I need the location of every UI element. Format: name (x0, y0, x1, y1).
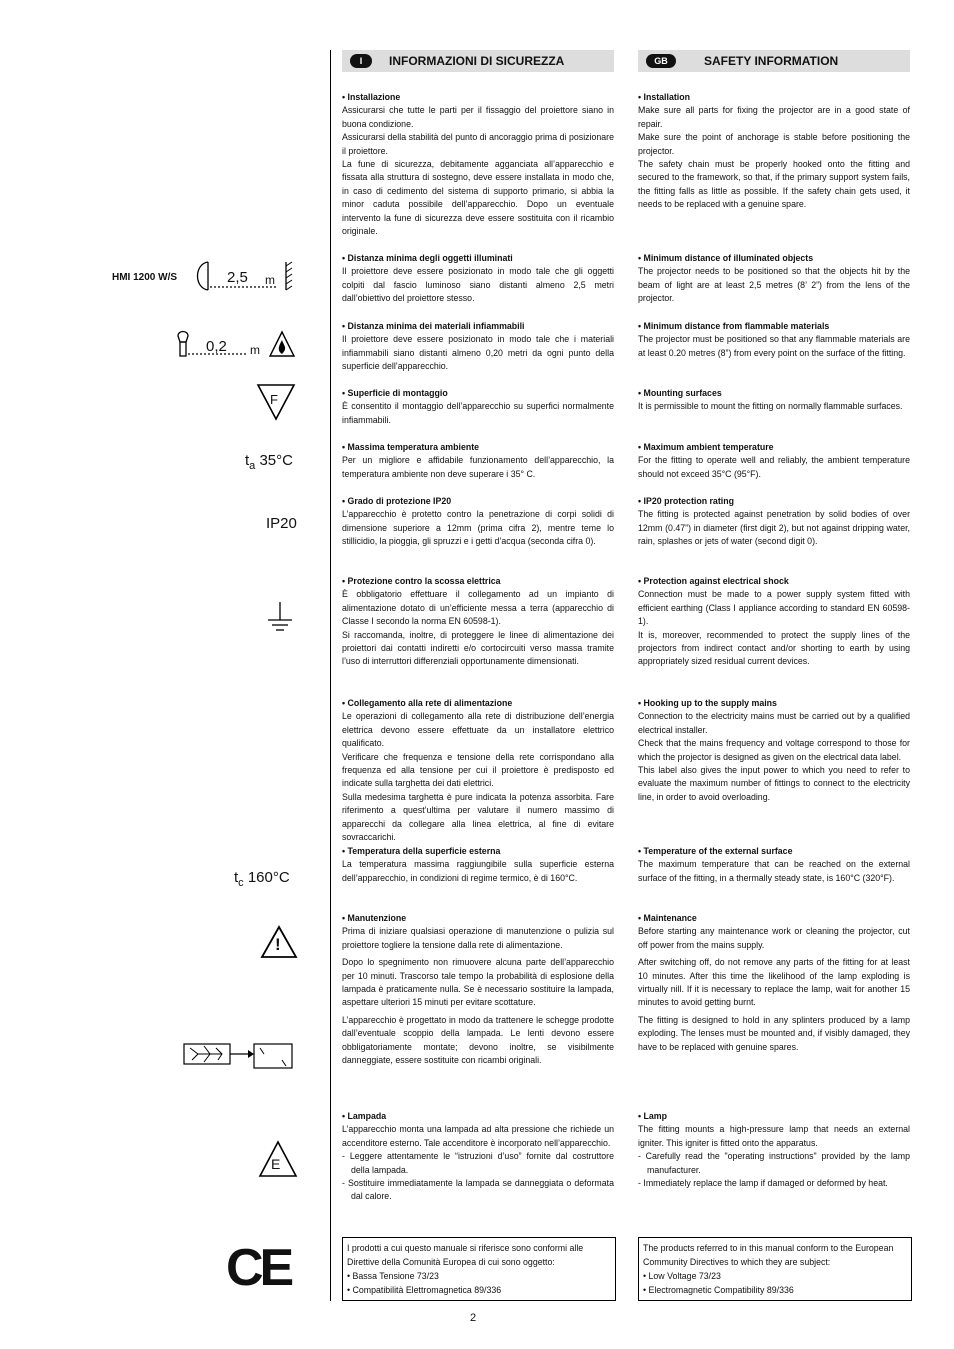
section-title: • Distanza minima dei materiali infiammabili (342, 321, 525, 331)
list-item: - Carefully read the "operating instructions" provided by the lamp manufacturer. (638, 1151, 910, 1175)
section-paragraph: È obbligatorio effettuare il collegamento ad un impianto di alimentazione dotato di un’efficiente messa a terra (apparecchio di Classe I secondo la norma EN 60598-1). (342, 589, 614, 627)
hmi-lamp-label: HMI 1200 W/S (112, 272, 178, 283)
section-paragraph: The projector must be positioned so that any flammable materials are at least 0.20 metres (8”) from every point on the surface of the fitting. (638, 334, 910, 358)
section-title: • Massima temperatura ambiente (342, 442, 480, 452)
english-language-badge: GB (646, 54, 676, 68)
ambient-temperature-symbol (245, 452, 293, 472)
section-it-6 (342, 575, 614, 669)
conformity-intro: I prodotti a cui questo manuale si riferisce sono conformi alle Direttive della Comunità Europea di cui sono oggetto: (347, 1243, 584, 1267)
ce-mark: CE (226, 1239, 291, 1297)
f-mark-letter: F (270, 392, 278, 407)
conformity-directive: • Compatibilità Elettromagnetica 89/336 (347, 1285, 502, 1295)
section-paragraph: Sulla medesima targhetta è pure indicata la potenza assorbita. Fare riferimento a quest’ultima per valutare il numero massimo di apparecchi da collegare alla linea elettrica, al fine di evitare sovraccarichi. (342, 791, 614, 843)
conformity-box (342, 1237, 616, 1301)
section-paragraph: Prima di iniziare qualsiasi operazione di manutenzione o pulizia sul proiettore togliere la tensione dalla rete di alimentazione. (342, 926, 614, 950)
english-header-title: SAFETY INFORMATION (704, 54, 839, 68)
list-item: - Sostituire immediatamente la lampada se danneggiata o deformata dal calore. (342, 1178, 614, 1202)
surface-temperature-symbol (234, 869, 290, 889)
tc-value: 160°C (247, 869, 290, 886)
section-title: • Manutenzione (342, 913, 407, 923)
e-mark-letter: E (271, 1156, 281, 1172)
section-paragraph: It is, moreover, recommended to protect the supply lines of the projectors from indirect contact and/or shorting to earth by using appropriately sized residual current devices. (638, 629, 910, 667)
section-paragraph: L’apparecchio è progettato in modo da trattenere le schegge prodotte dall’eventuale scoppio della lampada. Le lenti devono essere obbligatoriamente montate; devono inoltre, se visibilmente danneggiate, essere sostituite con ricambi originali. (342, 1014, 614, 1066)
tc-label: t (234, 869, 239, 886)
conformity-box (638, 1237, 912, 1301)
list-item: - Leggere attentamente le “istruzioni d’uso” fornite dal costruttore della lampada. (342, 1151, 614, 1175)
section-paragraph: L’apparecchio monta una lampada ad alta pressione che richiede un accenditore esterno. Tale accenditore è incorporato nell’apparecchio. (342, 1124, 614, 1148)
section-paragraph: Connection to the electricity mains must be carried out by a qualified electrical installer. (638, 711, 910, 735)
column-divider (330, 50, 331, 1301)
section-title: • Superficie di montaggio (342, 388, 448, 398)
italian-header-title: INFORMAZIONI DI SICUREZZA (389, 54, 565, 68)
conformity-intro: The products referred to in this manual conform to the European Community Directives to which they are subject: (643, 1243, 894, 1267)
section-paragraph: The maximum temperature that can be reached on the external surface of the fitting, in a thermally steady state, is 160°C (320°F). (638, 859, 910, 883)
section-paragraph: L’apparecchio è protetto contro la penetrazione di corpi solidi di dimensione superiore a 12mm (prima cifra 2), mentre teme lo stillicidio, la pioggia, gli spruzzi e i getti d’acqua (seconda cifra 0). (342, 509, 614, 547)
section-en-10 (638, 1110, 910, 1190)
section-paragraph: Make sure all parts for fixing the projector are in a good state of repair. (638, 105, 910, 129)
section-paragraph: Si raccomanda, inoltre, di proteggere le linee di alimentazione dei proiettori dai contatti indiretti e/o cortocircuiti verso massa tramite l’uso di interruttori differenziali opportunamente dimensionati. (342, 629, 614, 667)
section-en-2 (638, 320, 910, 360)
section-title: • Minimum distance from flammable materials (638, 321, 830, 331)
section-paragraph: Verificare che frequenza e tensione della rete corrispondano alla frequenza ed alla tensione per cui il proiettore è predisposto ed indicate sulla targhetta dei dati elettrici. (342, 751, 614, 789)
section-title: • Grado di protezione IP20 (342, 496, 452, 506)
section-en-4 (638, 441, 910, 481)
section-paragraph: For the fitting to operate well and reliably, the ambient temperature should not exceed 35°C (95°F). (638, 455, 910, 479)
section-paragraph: This label also gives the input power to which you need to refer to evaluate the maximum number of fittings to connect to the electricity line, in order to avoid overloading. (638, 765, 910, 802)
section-paragraph: After switching off, do not remove any parts of the fitting for at least 10 minutes. After this time the likelihood of the lamp exploding is virtually nill. If it is necessary to replace the lamp, wait for another 15 minutes to avoid getting burnt. (638, 957, 910, 1008)
ta-label: t (245, 452, 250, 469)
section-title: • Protezione contro la scossa elettrica (342, 576, 501, 586)
page-number: 2 (470, 1312, 477, 1324)
section-paragraph: Before starting any maintenance work or cleaning the projector, cut off power from the mains supply. (638, 926, 910, 950)
section-paragraph: La fune di sicurezza, debitamente agganciata all’apparecchio e fissata alla struttura di sostegno, deve essere installata in modo che, in caso di cedimento del sistema di supporto primario, si abbia la minor caduta possibile dell’apparecchio. Dopo un eventuale intervento la fune di sicurezza deve essere sostituita con il ricambio originale. (342, 159, 614, 237)
section-en-6 (638, 575, 910, 669)
section-paragraph: Per un migliore e affidabile funzionamento dell’apparecchio, la temperatura ambiente non deve superare i 35° C. (342, 455, 614, 479)
section-title: • Protection against electrical shock (638, 576, 789, 586)
section-paragraph: The safety chain must be properly hooked onto the fitting and secured to the framework, so that, if the primary support system fails, the fitting falls as little as possible. If the safety chain gets used, it needs to be replaced with a genuine spare. (638, 159, 910, 210)
section-title: • Hooking up to the supply mains (638, 698, 777, 708)
section-it-10 (342, 1110, 614, 1204)
section-title: • Mounting surfaces (638, 388, 722, 398)
min-distance-flammable-unit: m (250, 343, 260, 357)
warning-exclamation: ! (275, 935, 281, 954)
section-title: • Maximum ambient temperature (638, 442, 774, 452)
section-it-8 (342, 845, 614, 885)
section-paragraph: Il proiettore deve essere posizionato in modo tale che gli oggetti colpiti dal fascio luminoso siano distanti almeno 2,5 metri dall’obiettivo del proiettore stesso. (342, 266, 614, 304)
tc-subscript: c (238, 877, 244, 889)
list-item: - Immediately replace the lamp if damaged or deformed by heat. (638, 1178, 888, 1189)
section-paragraph: La temperatura massima raggiungibile sulla superficie esterna dell’apparecchio, in condizioni di regime termico, è di 160°C. (342, 859, 614, 883)
section-title: • Collegamento alla rete di alimentazione (342, 698, 513, 708)
min-distance-flammable-value: 0,2 (206, 338, 227, 355)
section-paragraph: Assicurarsi che tutte le parti per il fissaggio del proiettore siano in buona condizione. (342, 105, 614, 129)
italian-language-badge: I (350, 54, 372, 68)
section-paragraph: It is permissible to mount the fitting on normally flammable surfaces. (638, 401, 903, 412)
section-paragraph: The projector needs to be positioned so that the objects hit by the beam of light are at least 2,5 metres (8’ 2”) from the lens of the projector. (638, 266, 910, 304)
section-paragraph: The fitting is protected against penetration by solid bodies of over 12mm (0.47”) in diameter (first digit 2), but not against dripping water, rain, splashes or jets of water (second digit 0). (638, 509, 910, 547)
ta-value: 35°C (259, 452, 293, 469)
english-header (638, 50, 910, 72)
section-paragraph: Make sure the point of anchorage is stable before positioning the projector. (638, 132, 910, 156)
min-distance-objects-value: 2,5 (227, 269, 248, 286)
conformity-directive: • Bassa Tensione 73/23 (347, 1271, 439, 1281)
italian-header (342, 50, 614, 72)
section-it-1 (342, 252, 614, 306)
section-paragraph: Dopo lo spegnimento non rimuovere alcuna parte dell’apparecchio per 10 minuti. Trascorso tale tempo la probabilità di esplosione della lampada è praticamente nulla. Se è necessario sostituire la lampada, aspettare ulteriori 15 minuti per evitare scottature. (342, 957, 614, 1008)
section-paragraph: Le operazioni di collegamento alla rete di distribuzione dell’energia elettrica devono essere effettuate da un installatore elettrico qualificato. (342, 711, 614, 749)
section-it-9 (342, 912, 614, 1067)
section-it-4 (342, 441, 614, 481)
section-paragraph: Connection must be made to a power supply system fitted with efficient earthing (Class I appliance according to standard EN 60598-1). (638, 589, 910, 627)
section-en-5 (638, 495, 910, 549)
damaged-lens-replace-icon (182, 1040, 296, 1072)
section-title: • Temperatura della superficie esterna (342, 846, 501, 856)
section-paragraph: Check that the mains frequency and voltage correspond to those for which the projector is designed as given on the electrical data label. (638, 738, 910, 762)
section-en-7 (638, 697, 910, 804)
section-title: • Minimum distance of illuminated objects (638, 253, 814, 263)
conformity-directive: • Electromagnetic Compatibility 89/336 (643, 1285, 794, 1295)
section-it-7 (342, 697, 614, 844)
section-title: • Temperature of the external surface (638, 846, 793, 856)
section-paragraph: The fitting mounts a high-pressure lamp that needs an external igniter. This igniter is fitted onto the apparatus. (638, 1124, 910, 1148)
section-paragraph: The fitting is designed to hold in any splinters produced by a lamp exploding. The lenses must be mounted and, if visibly damaged, they have to be replaced with genuine spares. (638, 1014, 910, 1052)
section-title: • Installazione (342, 92, 401, 102)
section-en-8 (638, 845, 910, 885)
section-paragraph: È consentito il montaggio dell’apparecchio su superfici normalmente infiammabili. (342, 401, 614, 425)
earth-ground-icon (266, 602, 294, 632)
section-title: • IP20 protection rating (638, 496, 734, 506)
min-distance-objects-unit: m (265, 273, 275, 287)
section-it-5 (342, 495, 614, 549)
section-title: • Distanza minima degli oggetti illuminati (342, 253, 513, 263)
section-title: • Installation (638, 92, 690, 102)
section-title: • Lampada (342, 1111, 387, 1121)
section-en-9 (638, 912, 910, 1054)
section-it-2 (342, 320, 614, 374)
section-en-1 (638, 252, 910, 306)
section-title: • Lamp (638, 1111, 667, 1121)
section-list (342, 1150, 614, 1204)
section-it-3 (342, 387, 614, 427)
section-en-0 (638, 91, 910, 212)
section-paragraph: Il proiettore deve essere posizionato in modo tale che i materiali infiammabili siano distanti almeno 0,20 metri da ogni punto della superficie dell’apparecchio. (342, 334, 614, 372)
ip-rating-label: IP20 (266, 515, 297, 532)
section-paragraph: Assicurarsi della stabilità del punto di ancoraggio prima di posizionare il proiettore. (342, 132, 614, 156)
section-list (638, 1150, 910, 1190)
section-title: • Maintenance (638, 913, 697, 923)
section-en-3 (638, 387, 910, 414)
conformity-directive: • Low Voltage 73/23 (643, 1271, 721, 1281)
min-distance-flammable-icon (172, 330, 298, 360)
ta-subscript: a (249, 460, 256, 472)
section-it-0 (342, 91, 614, 238)
